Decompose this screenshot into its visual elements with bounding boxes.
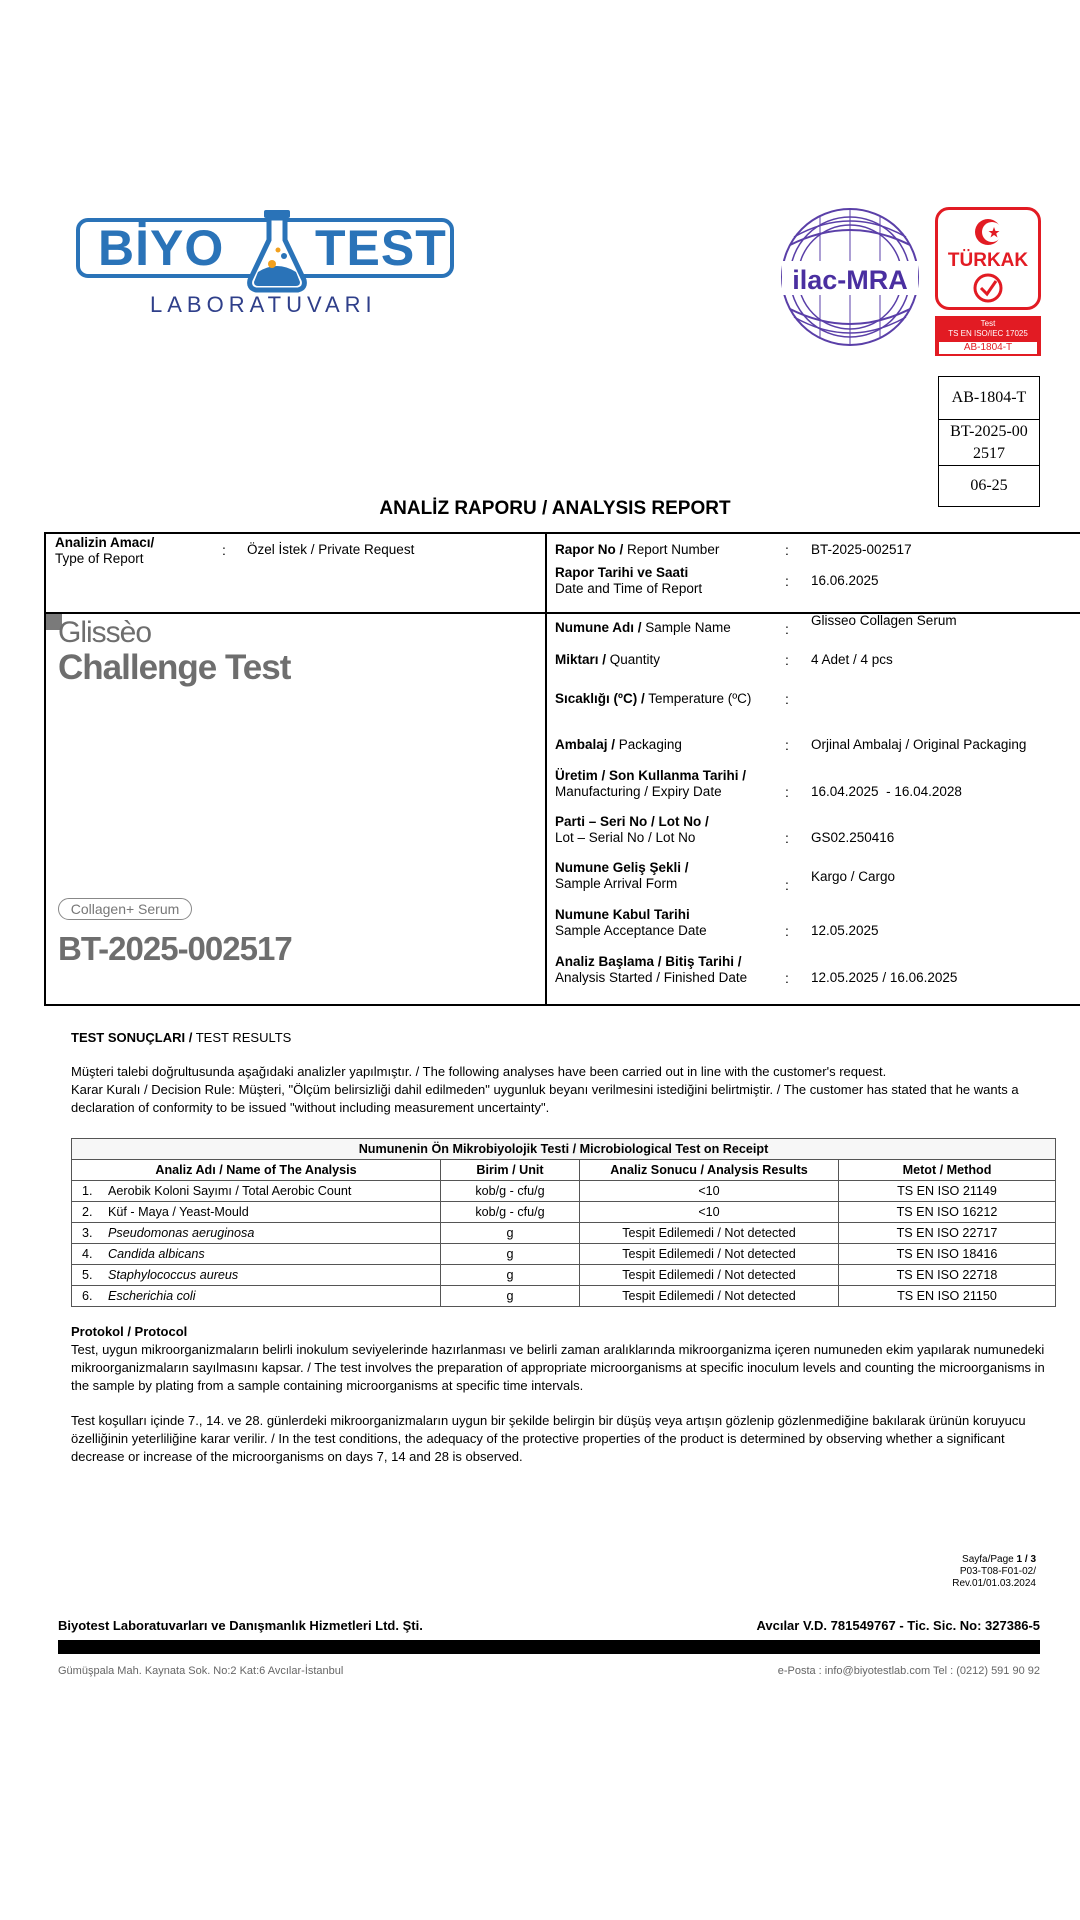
analysis-name-cell — [72, 1181, 441, 1202]
logo-word-biyo: BİYO — [98, 220, 225, 276]
report-date-tr: Rapor Tarihi ve Saati — [555, 565, 689, 580]
type-of-report-label — [55, 535, 154, 567]
colon-separator: : — [785, 830, 789, 846]
row-number: 4. — [82, 1247, 93, 1261]
analysis-name: Küf - Maya / Yeast-Mould — [108, 1205, 249, 1219]
report-number-value: BT-2025-002517 — [811, 542, 912, 557]
table-header-row — [72, 1160, 1056, 1181]
colon-separator: : — [785, 621, 789, 637]
table-caption-row — [72, 1139, 1056, 1160]
row-number: 5. — [82, 1268, 93, 1282]
quantity-label — [555, 652, 660, 668]
footer-contact: e-Posta : info@biyotestlab.com Tel : (0212) 591 90 92 — [777, 1665, 1040, 1677]
type-label-en: Type of Report — [55, 551, 144, 566]
arrival-form-tr: Numune Geliş Şekli / — [555, 860, 689, 875]
type-label-tr: Analizin Amacı/ — [55, 535, 155, 550]
colon-separator: : — [785, 877, 789, 893]
temperature-label — [555, 691, 751, 707]
colon-separator: : — [785, 784, 789, 800]
turkak-text: TÜRKAK — [947, 250, 1029, 271]
packaging-en: Packaging — [618, 737, 682, 752]
analysis-dates-value: 12.05.2025 / 16.06.2025 — [811, 970, 958, 985]
colon-separator: : — [785, 573, 789, 589]
form-code: P03-T08-F01-02/ — [959, 1566, 1036, 1577]
method-cell: TS EN ISO 21150 — [839, 1286, 1056, 1307]
header-divider-vertical — [545, 532, 547, 1006]
footer-bar — [58, 1640, 1040, 1654]
footer-address: Gümüşpala Mah. Kaynata Sok. No:2 Kat:6 Avcılar-İstanbul — [58, 1665, 344, 1677]
sample-name-value: Glisseo Collagen Serum — [811, 613, 957, 628]
footer-tax-info: Avcılar V.D. 781549767 - Tic. Sic. No: 327386-5 — [756, 1618, 1040, 1633]
table-row — [72, 1265, 1056, 1286]
row-number: 6. — [82, 1289, 93, 1303]
colon-separator: : — [785, 923, 789, 939]
test-results-heading-en: TEST RESULTS — [195, 1030, 292, 1045]
packaging-value: Orjinal Ambalaj / Original Packaging — [811, 737, 1027, 752]
product-brand: Glissèo — [58, 616, 152, 649]
analysis-name: Staphylococcus aureus — [108, 1268, 239, 1282]
unit-cell: g — [441, 1286, 580, 1307]
table-row — [72, 1286, 1056, 1307]
colon-separator: : — [222, 542, 226, 558]
table-row — [72, 1181, 1056, 1202]
turkak-standard-label: TS EN ISO/IEC 17025 — [948, 329, 1028, 338]
analysis-dates-en: Analysis Started / Finished Date — [555, 970, 748, 985]
turkak-logo — [935, 207, 1041, 310]
protocol-paragraph-1: Test, uygun mikroorganizmaların belirli inokulum seviyelerinde hazırlanması ve belirli zaman aralıklarında mikroorganizma içeren numuneden ekim yapılarak numunedeki mikroorganizmaların sayılmasını kapsar. / The test involves the preparation of appropriate microorganisms at specific inoculum levels and counting the microorganisms in the sample by plating from a sample containing microorganisms at specific time intervals. — [71, 1342, 1045, 1393]
quantity-tr: Miktarı / — [555, 652, 607, 667]
method-cell: TS EN ISO 21149 — [839, 1181, 1056, 1202]
result-cell: Tespit Edilemedi / Not detected — [580, 1265, 839, 1286]
unit-cell: g — [441, 1223, 580, 1244]
protocol-paragraph-2: Test koşulları içinde 7., 14. ve 28. günlerdeki mikroorganizmaların uygun bir şekilde belirgin bir düşüş veya artışın gözlenip gözlenmediğine bakılarak ürünün koruyucu özelliğinin yeterliliğine karar verilir. / In the test conditions, the adequacy of the protective properties of the product is determined by observing whether a significant decrease or increase of the microorganisms on days 7, 14 and 28 is observed. — [71, 1413, 1026, 1464]
table-row — [72, 1223, 1056, 1244]
analysis-name: Escherichia coli — [108, 1289, 196, 1303]
ilac-globe-icon — [780, 205, 920, 350]
decision-rule-paragraph: Karar Kuralı / Decision Rule: Müşteri, "Ölçüm belirsizliği dahil edilmeden" uygunluk beyanı verilmesini istediğini belirtmiştir. / The customer has stated that he wants a declaration of conformity to be issued "without including measurement uncertainty". — [71, 1082, 1019, 1115]
test-results-heading-tr: TEST SONUÇLARI / — [71, 1030, 193, 1045]
type-of-report-value: Özel İstek / Private Request — [247, 542, 415, 557]
page-total: 3 — [1030, 1554, 1036, 1565]
colon-separator: : — [785, 970, 789, 986]
unit-cell: g — [441, 1265, 580, 1286]
analysis-dates-tr: Analiz Başlama / Bitiş Tarihi / — [555, 954, 742, 969]
page-meta — [850, 1554, 1036, 1590]
expiry-tr: Üretim / Son Kullanma Tarihi / — [555, 768, 747, 783]
analysis-name: Candida albicans — [108, 1247, 205, 1261]
temperature-tr: Sıcaklığı (ºC) / — [555, 691, 645, 706]
report-date-label — [555, 565, 702, 597]
result-cell: Tespit Edilemedi / Not detected — [580, 1286, 839, 1307]
arrival-form-en: Sample Arrival Form — [555, 876, 678, 891]
report-number-label — [555, 542, 719, 558]
page-current: 1 — [1016, 1554, 1023, 1565]
id-box-report-number — [938, 419, 1040, 466]
colon-separator: : — [785, 652, 789, 668]
arrival-form-label — [555, 860, 689, 892]
turkak-accreditation-code: AB-1804-T — [939, 342, 1037, 354]
analysis-name-cell — [72, 1202, 441, 1223]
analysis-name: Pseudomonas aeruginosa — [108, 1226, 255, 1240]
colon-separator: : — [785, 737, 789, 753]
lot-en: Lot – Serial No / Lot No — [555, 830, 696, 845]
logo-word-test: TEST — [315, 220, 447, 276]
arrival-form-value: Kargo / Cargo — [811, 869, 896, 884]
expiry-value: 16.04.2025 - 16.04.2028 — [811, 784, 962, 799]
packaging-label — [555, 737, 682, 753]
ilac-text: ilac-MRA — [792, 265, 908, 295]
column-header: Metot / Method — [839, 1160, 1056, 1181]
acceptance-date-en: Sample Acceptance Date — [555, 923, 707, 938]
page-indicator — [850, 1554, 1036, 1566]
row-number: 3. — [82, 1226, 93, 1240]
table-caption: Numunenin Ön Mikrobiyolojik Testi / Microbiological Test on Receipt — [72, 1139, 1056, 1160]
product-pill-label: Collagen+ Serum — [58, 898, 192, 920]
product-title: Challenge Test — [58, 648, 291, 687]
method-cell: TS EN ISO 22717 — [839, 1223, 1056, 1244]
id-box-report-number-text: BT-2025-002517 — [950, 422, 1028, 462]
colon-separator: : — [785, 542, 789, 558]
acceptance-date-label — [555, 907, 707, 939]
sample-name-en: Sample Name — [645, 620, 731, 635]
expiry-label — [555, 768, 746, 800]
analysis-name: Aerobik Koloni Sayımı / Total Aerobic Count — [108, 1184, 352, 1198]
lot-tr: Parti – Seri No / Lot No / — [555, 814, 709, 829]
lot-label — [555, 814, 709, 846]
protocol-heading: Protokol / Protocol — [71, 1324, 188, 1339]
results-intro-paragraph: Müşteri talebi doğrultusunda aşağıdaki analizler yapılmıştır. / The following analyses have been carried out in line with the customer's request. — [71, 1064, 887, 1079]
result-cell: Tespit Edilemedi / Not detected — [580, 1223, 839, 1244]
id-box-accreditation: AB-1804-T — [938, 376, 1040, 420]
analysis-name-cell — [72, 1244, 441, 1265]
unit-cell: kob/g - cfu/g — [441, 1181, 580, 1202]
quantity-value: 4 Adet / 4 pcs — [811, 652, 893, 667]
id-box-date-code: 06-25 — [938, 465, 1040, 507]
unit-cell: g — [441, 1244, 580, 1265]
revision: Rev.01/01.03.2024 — [952, 1578, 1036, 1589]
lot-value: GS02.250416 — [811, 830, 895, 845]
column-header: Analiz Adı / Name of The Analysis — [72, 1160, 441, 1181]
analysis-name-cell — [72, 1265, 441, 1286]
report-no-tr: Rapor No / — [555, 542, 624, 557]
method-cell: TS EN ISO 22718 — [839, 1265, 1056, 1286]
packaging-tr: Ambalaj / — [555, 737, 616, 752]
result-cell: <10 — [580, 1202, 839, 1223]
product-sample-code: BT-2025-002517 — [58, 930, 292, 967]
report-date-en: Date and Time of Report — [555, 581, 703, 596]
sample-name-tr: Numune Adı / — [555, 620, 642, 635]
turkak-test-label: Test — [980, 319, 996, 328]
column-header: Analiz Sonucu / Analysis Results — [580, 1160, 839, 1181]
footer-company: Biyotest Laboratuvarları ve Danışmanlık Hizmetleri Ltd. Şti. — [58, 1618, 423, 1633]
table-row — [72, 1244, 1056, 1265]
quantity-en: Quantity — [609, 652, 661, 667]
colon-separator: : — [785, 691, 789, 707]
analysis-name-cell — [72, 1286, 441, 1307]
row-number: 2. — [82, 1205, 93, 1219]
test-results-heading — [71, 1029, 291, 1047]
page-separator: / — [1024, 1554, 1028, 1565]
report-title: ANALİZ RAPORU / ANALYSIS REPORT — [379, 498, 731, 519]
report-no-en: Report Number — [627, 542, 720, 557]
row-number: 1. — [82, 1184, 93, 1198]
analysis-name-cell — [72, 1223, 441, 1244]
temperature-en: Temperature (ºC) — [648, 691, 752, 706]
report-date-value: 16.06.2025 — [811, 573, 879, 588]
page-label: Sayfa/Page — [962, 1554, 1014, 1565]
method-cell: TS EN ISO 16212 — [839, 1202, 1056, 1223]
result-cell: Tespit Edilemedi / Not detected — [580, 1244, 839, 1265]
table-row — [72, 1202, 1056, 1223]
turkak-emblem-icon — [938, 210, 1038, 307]
sample-name-label — [555, 620, 731, 636]
logo-subtitle: LABORATUVARI — [150, 292, 377, 317]
flask-icon — [240, 206, 314, 296]
column-header: Birim / Unit — [441, 1160, 580, 1181]
acceptance-date-value: 12.05.2025 — [811, 923, 879, 938]
expiry-en: Manufacturing / Expiry Date — [555, 784, 722, 799]
microbiological-results-table — [71, 1138, 1056, 1307]
acceptance-date-tr: Numune Kabul Tarihi — [555, 907, 690, 922]
method-cell: TS EN ISO 18416 — [839, 1244, 1056, 1265]
unit-cell: kob/g - cfu/g — [441, 1202, 580, 1223]
ilac-mra-logo — [780, 205, 920, 350]
result-cell: <10 — [580, 1181, 839, 1202]
analysis-dates-label — [555, 954, 747, 986]
